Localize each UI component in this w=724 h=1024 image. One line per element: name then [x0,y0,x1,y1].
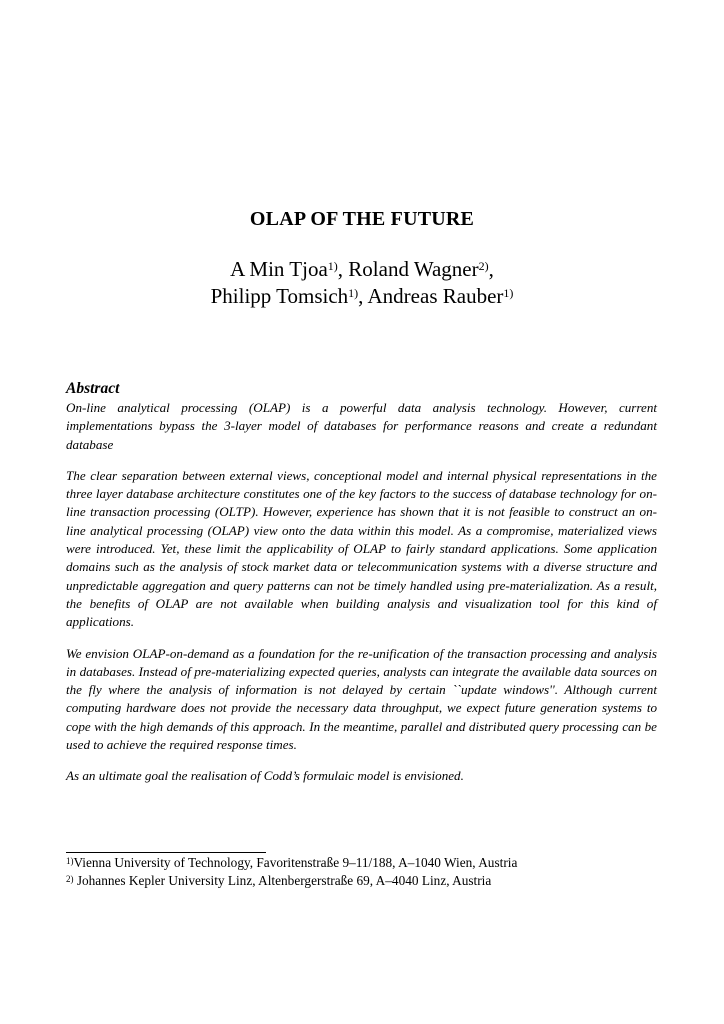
paper-title: OLAP OF THE FUTURE [249,208,475,230]
abstract-body [66,399,657,799]
abstract-paragraph: As an ultimate goal the realisation of Codd’s formulaic model is envisioned. [66,768,464,784]
footnote-2 [66,872,666,890]
footnote-mark: 1) [66,856,74,866]
author-separator: , [488,257,494,281]
affiliation-mark: 1) [348,286,359,300]
author-separator: , [337,257,349,281]
author-list [0,256,724,310]
author-name: Andreas Rauber [367,284,504,308]
author-name: A Min Tjoa [230,257,328,281]
affiliation-mark: 2) [478,259,489,273]
author-line-2 [0,283,724,310]
author-name: Philipp Tomsich [210,284,349,308]
author-name: Roland Wagner [348,257,479,281]
abstract-paragraph: We envision OLAP-on-demand as a foundation for the re-unification of the transaction processing and analysis in databases. Instead of pre-materializing expected queries, analysts can integrate the available data sources on the fly where the analysis of information is not delayed by certain ``update windows''. Although current computing hardware does not provide the necessary data throughput, we expect future generation systems to cope with the high demands of this approach. In the meantime, parallel and distributed query processing can be used to achieve the required response times. [66,645,657,753]
abstract-heading: Abstract [66,380,120,397]
footnote-1 [66,854,666,872]
footnote-mark: 2) [66,874,74,884]
footnote-text: Vienna University of Technology, Favoritenstraße 9–11/188, A–1040 Wien, Austria [73,855,518,870]
footnote-divider [66,852,266,853]
affiliation-mark: 1) [327,259,338,273]
footnotes [66,854,666,890]
author-separator: , [358,284,368,308]
footnote-text: Johannes Kepler University Linz, Altenbergerstraße 69, A–4040 Linz, Austria [73,873,492,888]
author-line-1 [0,256,724,283]
abstract-paragraph: The clear separation between external views, conceptional model and internal physical representations in the three layer database architecture constitutes one of the key factors to the success of database technology for on-line transaction processing (OLTP). However, experience has shown that it is not feasible to construct an on-line analytical processing (OLAP) view onto the data within this model. As a compromise, materialized views were introduced. Yet, these limit the applicability of OLAP to fairly standard applications. Some application domains such as the analysis of stock market data or telecommunication systems with a diverse structure and unpredictable aggregation and query patterns can not be timely handled using pre-materialization. As a result, the benefits of OLAP are not available when building analysis and visualization tool for this kind of applications. [66,467,657,630]
affiliation-mark: 1) [503,286,514,300]
abstract-paragraph: On-line analytical processing (OLAP) is a powerful data analysis technology. However, current implementations bypass the 3-layer model of databases for performance reasons and create a redundant database [66,400,657,452]
